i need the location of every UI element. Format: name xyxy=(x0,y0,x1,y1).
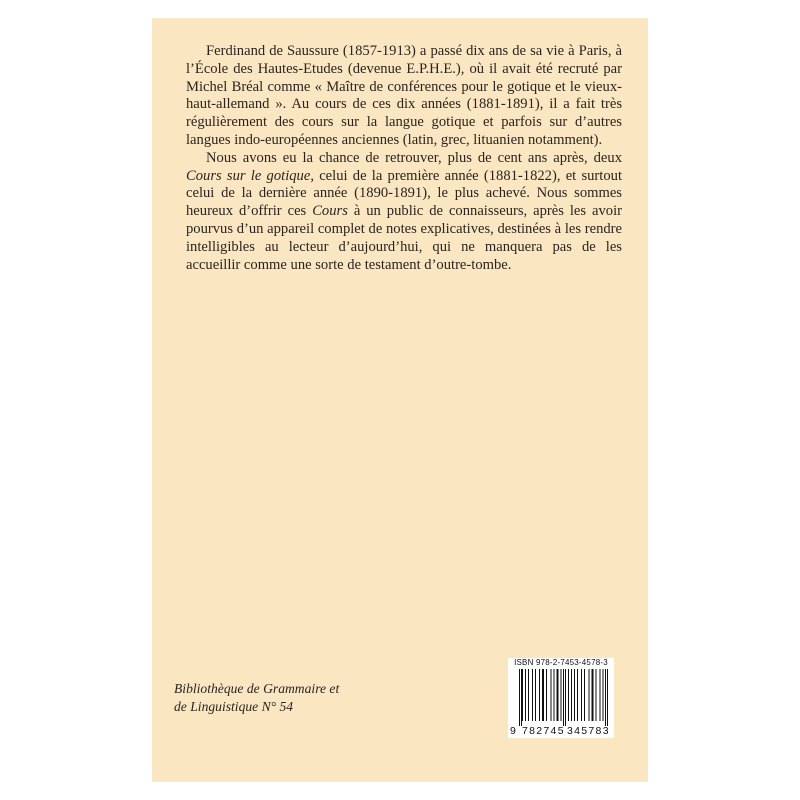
paragraph-2-part-2: , celui de la première année (1881-1822), et surtout celui de la dernière année (1890-1891), le plus achevé. Nous sommes heureux d’offrir ces xyxy=(186,167,622,220)
ean-left-digits: 782745 xyxy=(522,725,565,737)
barcode-bar xyxy=(554,669,555,721)
book-title-italic: Cours sur le gotique xyxy=(186,167,311,184)
series-info xyxy=(174,680,339,716)
barcode-bar xyxy=(542,669,544,721)
isbn-label: ISBN 978-2-7453-4578-3 xyxy=(514,658,608,667)
barcode-bar xyxy=(603,669,604,721)
barcode-bar xyxy=(557,669,559,721)
barcode-bars xyxy=(511,669,611,727)
back-cover xyxy=(152,18,648,782)
series-line-2: de Linguistique N° 54 xyxy=(174,699,294,714)
barcode-bar xyxy=(571,669,572,721)
blurb xyxy=(186,43,622,274)
barcode-bar xyxy=(592,669,594,721)
barcode-bar xyxy=(539,669,540,721)
paragraph-1: Ferdinand de Saussure (1857-1913) a passé dix ans de sa vie à Paris, à l’École des Hautes-Etudes (devenue E.P.H.E.), où il avait été recruté par Michel Bréal comme « Maître de conférences pour le gotique et le vieux-haut-allemand ». Au cours de ces dix années (1881-1891), il a fait très régulièrement des cours sur la langue gotique et parfois sur d’autres langues indo-européennes anciennes (latin, grec, lituanien notamment). xyxy=(186,43,622,148)
barcode xyxy=(508,658,614,738)
ean-first-digit: 9 xyxy=(510,725,516,737)
barcode-bar xyxy=(525,669,526,721)
barcode-guard-bar xyxy=(565,669,566,726)
series-line-1: Bibliothèque de Grammaire et xyxy=(174,681,340,696)
barcode-bar xyxy=(568,669,569,721)
barcode-bar xyxy=(528,669,529,721)
paragraph-2 xyxy=(186,150,622,275)
barcode-bar xyxy=(577,669,578,721)
barcode-guard-bar xyxy=(563,669,564,726)
barcode-guard-bar xyxy=(605,669,606,726)
barcode-bar xyxy=(561,669,562,721)
barcode-bar xyxy=(535,669,536,721)
barcode-guard-bar xyxy=(607,669,608,726)
barcode-bar xyxy=(532,669,533,721)
barcode-guard-bar xyxy=(521,669,522,726)
paragraph-2-part-1: Nous avons eu la chance de retrouver, plus de cent ans après, deux xyxy=(206,149,622,166)
paragraph-2-part-3: à un public de connaisseurs, après les avoir pourvus d’un appareil complet de notes explicatives, destinées à les rendre intelligibles au lecteur d’aujourd’hui, qui ne manquera pas de les accueillir comme une sorte de testament d’outre-tombe. xyxy=(186,203,623,273)
barcode-bar xyxy=(596,669,597,721)
ean-right-digits: 345783 xyxy=(567,725,610,737)
barcode-bar xyxy=(584,669,585,721)
barcode-bar xyxy=(589,669,590,721)
barcode-bar xyxy=(522,669,523,721)
barcode-bar xyxy=(574,669,575,721)
barcode-bar xyxy=(551,669,552,721)
barcode-bar xyxy=(546,669,547,721)
barcode-bar xyxy=(600,669,601,721)
cours-italic: Cours xyxy=(312,203,348,220)
barcode-bar xyxy=(581,669,582,721)
barcode-guard-bar xyxy=(519,669,520,726)
